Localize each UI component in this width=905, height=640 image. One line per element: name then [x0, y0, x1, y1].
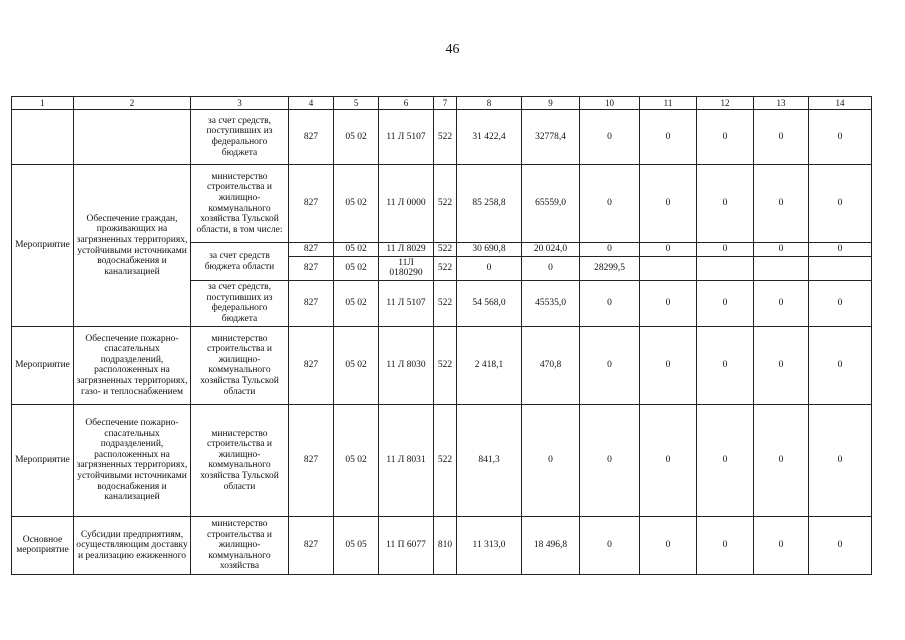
header-cell: 11: [640, 97, 697, 110]
cell-col9: 470,8: [522, 326, 580, 404]
cell-col12: 0: [697, 326, 754, 404]
table-row: [12, 404, 872, 516]
cell-col11: 0: [640, 516, 697, 574]
cell-col5: 05 02: [334, 243, 379, 257]
cell-col14: 0: [809, 110, 872, 165]
cell-col5: 05 05: [334, 516, 379, 574]
cell-col5: 05 02: [334, 404, 379, 516]
header-cell: 2: [74, 97, 191, 110]
cell-col7: 810: [434, 516, 457, 574]
cell-col8: 2 418,1: [457, 326, 522, 404]
header-cell: 9: [522, 97, 580, 110]
cell-col3: министерство строительства и жилищно-коммунального хозяйства Тульской области, в том числе:: [191, 165, 289, 243]
cell-col4: 827: [289, 110, 334, 165]
cell-col12: [697, 256, 754, 280]
header-cell: 10: [580, 97, 640, 110]
cell-col3: за счет средств, поступивших из федерального бюджета: [191, 110, 289, 165]
cell-col12: 0: [697, 165, 754, 243]
cell-col1: Мероприятие: [12, 326, 74, 404]
cell-col13: 0: [754, 404, 809, 516]
cell-col13: 0: [754, 165, 809, 243]
cell-col4: 827: [289, 516, 334, 574]
cell-col1: [12, 110, 74, 165]
cell-col7: 522: [434, 256, 457, 280]
header-cell: 13: [754, 97, 809, 110]
cell-col13: 0: [754, 516, 809, 574]
cell-col3: за счет средств, поступивших из федерального бюджета: [191, 280, 289, 326]
cell-col6: 11 П 6077: [379, 516, 434, 574]
cell-col11: 0: [640, 280, 697, 326]
cell-col10: 0: [580, 165, 640, 243]
cell-col11: 0: [640, 326, 697, 404]
cell-col8: 54 568,0: [457, 280, 522, 326]
table-row: [12, 516, 872, 574]
cell-col7: 522: [434, 404, 457, 516]
header-cell: 8: [457, 97, 522, 110]
budget-table: [11, 96, 872, 575]
cell-col2: Обеспечение пожарно-спасательных подразделений, расположенных на загрязненных территориях, газо- и теплоснабжением: [74, 326, 191, 404]
header-cell: 5: [334, 97, 379, 110]
cell-col2: [74, 110, 191, 165]
cell-col3: за счет средств бюджета области: [191, 243, 289, 281]
cell-col7: 522: [434, 280, 457, 326]
cell-col12: 0: [697, 516, 754, 574]
table-row: [12, 110, 872, 165]
header-row: [12, 97, 872, 110]
cell-col10: 28299,5: [580, 256, 640, 280]
cell-col4: 827: [289, 256, 334, 280]
cell-col4: 827: [289, 404, 334, 516]
header-cell: 7: [434, 97, 457, 110]
cell-col12: 0: [697, 404, 754, 516]
cell-col11: 0: [640, 243, 697, 257]
cell-col2: Обеспечение граждан, проживающих на загрязненных территориях, устойчивыми источниками водоснабжения и канализацией: [74, 165, 191, 327]
cell-col7: 522: [434, 165, 457, 243]
cell-col13: 0: [754, 280, 809, 326]
cell-col8: 0: [457, 256, 522, 280]
cell-col8: 841,3: [457, 404, 522, 516]
cell-col3: министерство строительства и жилищно-коммунального хозяйства: [191, 516, 289, 574]
cell-col8: 30 690,8: [457, 243, 522, 257]
cell-col1: Мероприятие: [12, 404, 74, 516]
cell-col13: 0: [754, 243, 809, 257]
cell-col12: 0: [697, 280, 754, 326]
header-cell: 14: [809, 97, 872, 110]
cell-col8: 85 258,8: [457, 165, 522, 243]
header-cell: 1: [12, 97, 74, 110]
cell-col14: 0: [809, 326, 872, 404]
cell-col7: 522: [434, 110, 457, 165]
cell-col10: 0: [580, 110, 640, 165]
cell-col10: 0: [580, 404, 640, 516]
cell-col11: 0: [640, 404, 697, 516]
cell-col11: 0: [640, 165, 697, 243]
cell-col13: [754, 256, 809, 280]
cell-col9: 0: [522, 404, 580, 516]
cell-col11: 0: [640, 110, 697, 165]
cell-col14: 0: [809, 165, 872, 243]
header-cell: 12: [697, 97, 754, 110]
cell-col9: 20 024,0: [522, 243, 580, 257]
cell-col6: 11 Л 8029: [379, 243, 434, 257]
cell-col9: 65559,0: [522, 165, 580, 243]
cell-col4: 827: [289, 280, 334, 326]
cell-col9: 18 496,8: [522, 516, 580, 574]
header-cell: 4: [289, 97, 334, 110]
cell-col5: 05 02: [334, 326, 379, 404]
cell-col7: 522: [434, 326, 457, 404]
header-cell: 6: [379, 97, 434, 110]
cell-col2: Субсидии предприятиям, осуществляющим доставку и реализацию ежиженного: [74, 516, 191, 574]
cell-col14: 0: [809, 404, 872, 516]
cell-col10: 0: [580, 326, 640, 404]
cell-col14: 0: [809, 280, 872, 326]
cell-col14: 0: [809, 243, 872, 257]
cell-col6: 11Л 0180290: [379, 256, 434, 280]
cell-col9: 32778,4: [522, 110, 580, 165]
cell-col1: Основное мероприятие: [12, 516, 74, 574]
cell-col12: 0: [697, 110, 754, 165]
cell-col1: Мероприятие: [12, 165, 74, 327]
cell-col14: [809, 256, 872, 280]
cell-col5: 05 02: [334, 256, 379, 280]
cell-col10: 0: [580, 243, 640, 257]
cell-col10: 0: [580, 280, 640, 326]
cell-col5: 05 02: [334, 165, 379, 243]
cell-col3: министерство строительства и жилищно-коммунального хозяйства Тульской области: [191, 404, 289, 516]
cell-col13: 0: [754, 326, 809, 404]
cell-col6: 11 Л 5107: [379, 280, 434, 326]
page-number: 46: [445, 42, 460, 57]
cell-col12: 0: [697, 243, 754, 257]
cell-col6: 11 Л 0000: [379, 165, 434, 243]
cell-col9: 45535,0: [522, 280, 580, 326]
cell-col3: министерство строительства и жилищно-коммунального хозяйства Тульской области: [191, 326, 289, 404]
cell-col7: 522: [434, 243, 457, 257]
cell-col6: 11 Л 5107: [379, 110, 434, 165]
cell-col9: 0: [522, 256, 580, 280]
cell-col6: 11 Л 8031: [379, 404, 434, 516]
cell-col5: 05 02: [334, 110, 379, 165]
cell-col4: 827: [289, 165, 334, 243]
cell-col14: 0: [809, 516, 872, 574]
cell-col10: 0: [580, 516, 640, 574]
cell-col2: Обеспечение пожарно-спасательных подразделений, расположенных на загрязненных территориях, устойчивыми источниками водоснабжения и канализацией: [74, 404, 191, 516]
cell-col5: 05 02: [334, 280, 379, 326]
cell-col4: 827: [289, 243, 334, 257]
table-row: [12, 326, 872, 404]
cell-col11: [640, 256, 697, 280]
cell-col8: 11 313,0: [457, 516, 522, 574]
cell-col13: 0: [754, 110, 809, 165]
cell-col4: 827: [289, 326, 334, 404]
header-cell: 3: [191, 97, 289, 110]
cell-col6: 11 Л 8030: [379, 326, 434, 404]
table-row: [12, 165, 872, 243]
cell-col8: 31 422,4: [457, 110, 522, 165]
